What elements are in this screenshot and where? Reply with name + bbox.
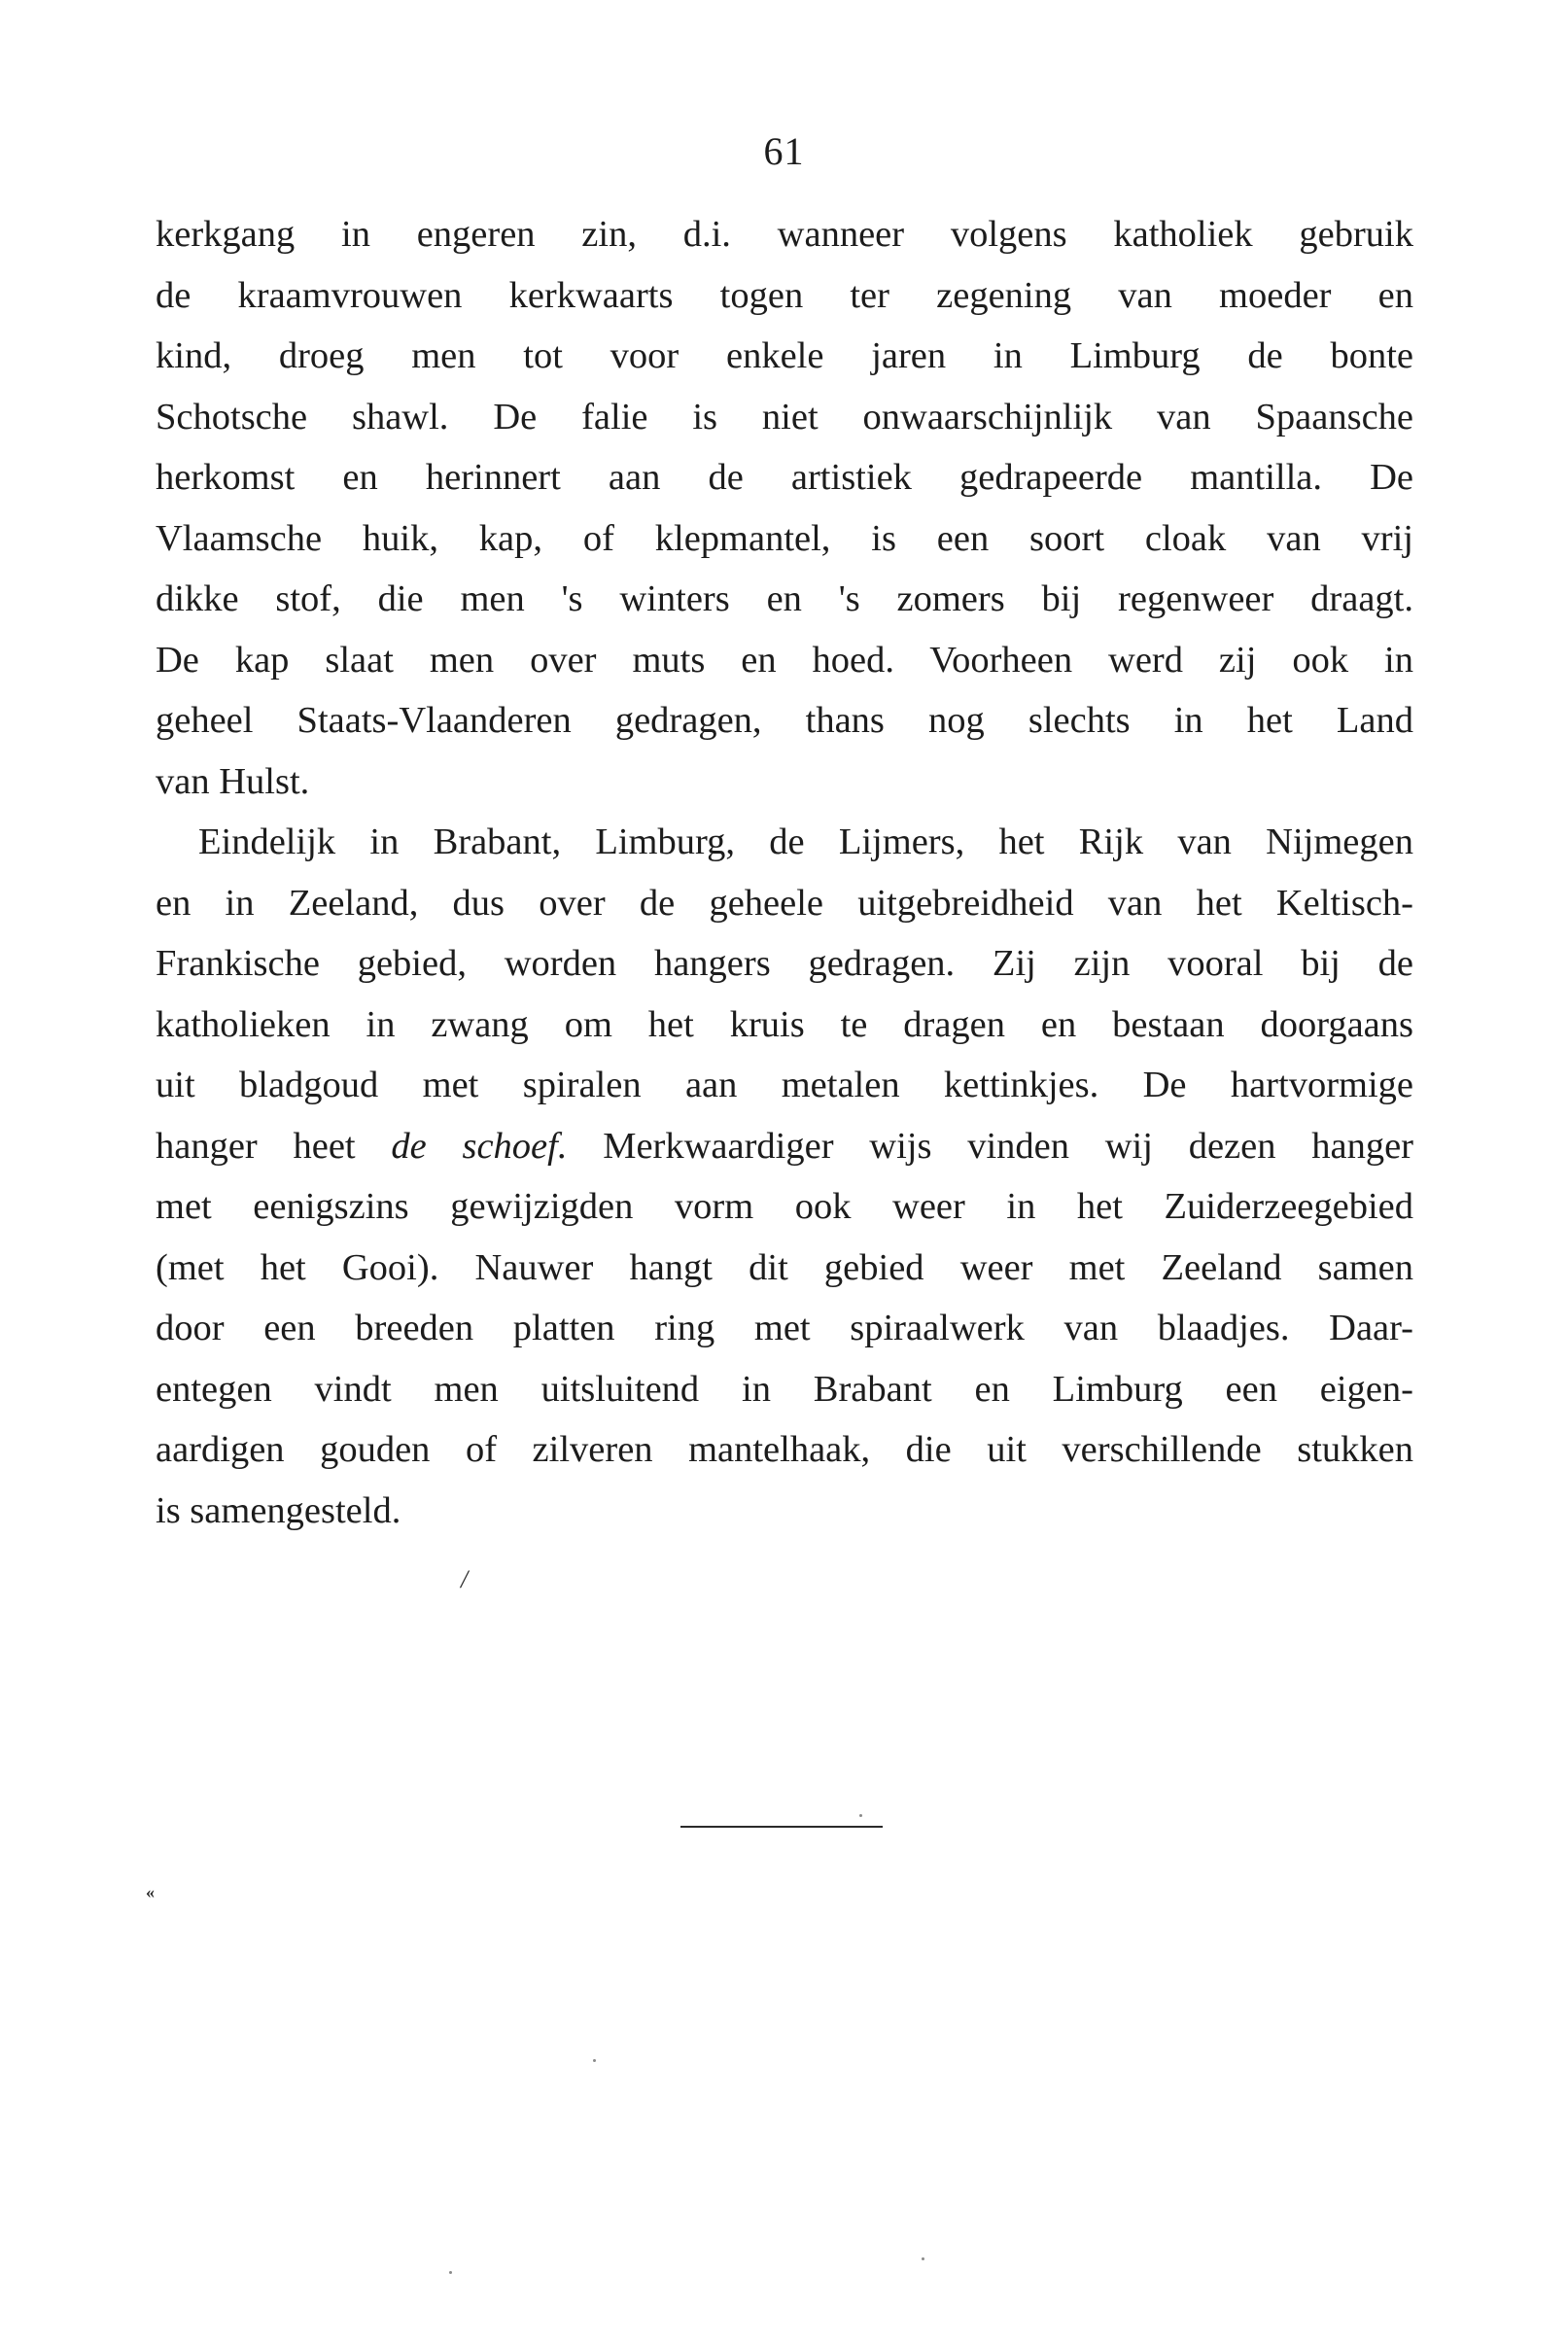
- text-line: geheel Staats-Vlaanderen gedragen, thans nog slechts in het Land: [156, 700, 1413, 741]
- italic-term: de schoef.: [391, 1125, 568, 1167]
- section-end-rule: [680, 1826, 883, 1828]
- print-speck: [922, 2257, 924, 2260]
- text-line: uit bladgoud met spiralen aan metalen kettinkjes. De hartvormige: [156, 1065, 1413, 1105]
- text-line: kerkgang in engeren zin, d.i. wanneer volgens katholiek gebruik: [156, 214, 1413, 255]
- paragraph-end-line: van Hulst.: [156, 760, 310, 802]
- text-line: met eenigszins gewijzigden vorm ook weer in het Zuiderzeegebied: [156, 1186, 1413, 1227]
- paragraph-start-line: Eindelijk in Brabant, Limburg, de Lijmers, het Rijk van Nijmegen: [198, 821, 1413, 862]
- text-line: Schotsche shawl. De falie is niet onwaarschijnlijk van Spaansche: [156, 396, 1413, 437]
- text-line: Vlaamsche huik, kap, of klepmantel, is een soort cloak van vrij: [156, 517, 1413, 559]
- text-line: de kraamvrouwen kerkwaarts togen ter zegening van moeder en: [156, 274, 1413, 316]
- text-line: entegen vindt men uitsluitend in Brabant en Limburg een eigen-: [156, 1368, 1413, 1410]
- text-line-with-italic: [156, 1116, 1413, 1177]
- text-line: door een breeden platten ring met spiraalwerk van blaadjes. Daar-: [156, 1308, 1413, 1348]
- text-segment: Merkwaardiger wijs vinden wij dezen hanger: [567, 1125, 1413, 1167]
- text-line: (met het Gooi). Nauwer hangt dit gebied weer met Zeeland samen: [156, 1246, 1413, 1288]
- text-line: en in Zeeland, dus over de geheele uitgebreidheid van het Keltisch-: [156, 882, 1413, 924]
- page-number: 61: [763, 129, 805, 173]
- text-line: De kap slaat men over muts en hoed. Voorheen werd zij ook in: [156, 639, 1413, 681]
- text-line: kind, droeg men tot voor enkele jaren in Limburg de bonte: [156, 335, 1413, 376]
- text-line: dikke stof, die men 's winters en 's zomers bij regenweer draagt.: [156, 578, 1413, 619]
- print-speck: [859, 1814, 862, 1817]
- text-segment: hanger heet: [156, 1125, 392, 1167]
- print-speck: «: [146, 1882, 155, 1902]
- text-line: katholieken in zwang om het kruis te dragen en bestaan doorgaans: [156, 1003, 1413, 1045]
- print-speck: [449, 2271, 452, 2274]
- text-line: Frankische gebied, worden hangers gedragen. Zij zijn vooral bij de: [156, 943, 1413, 984]
- body-text: [156, 204, 1413, 1541]
- paragraph-end-line: is samengesteld.: [156, 1489, 401, 1531]
- text-line: aardigen gouden of zilveren mantelhaak, die uit verschillende stukken: [156, 1429, 1413, 1470]
- print-speck: /: [461, 1565, 469, 1593]
- print-speck: [593, 2059, 596, 2062]
- text-line: herkomst en herinnert aan de artistiek gedrapeerde mantilla. De: [156, 457, 1413, 498]
